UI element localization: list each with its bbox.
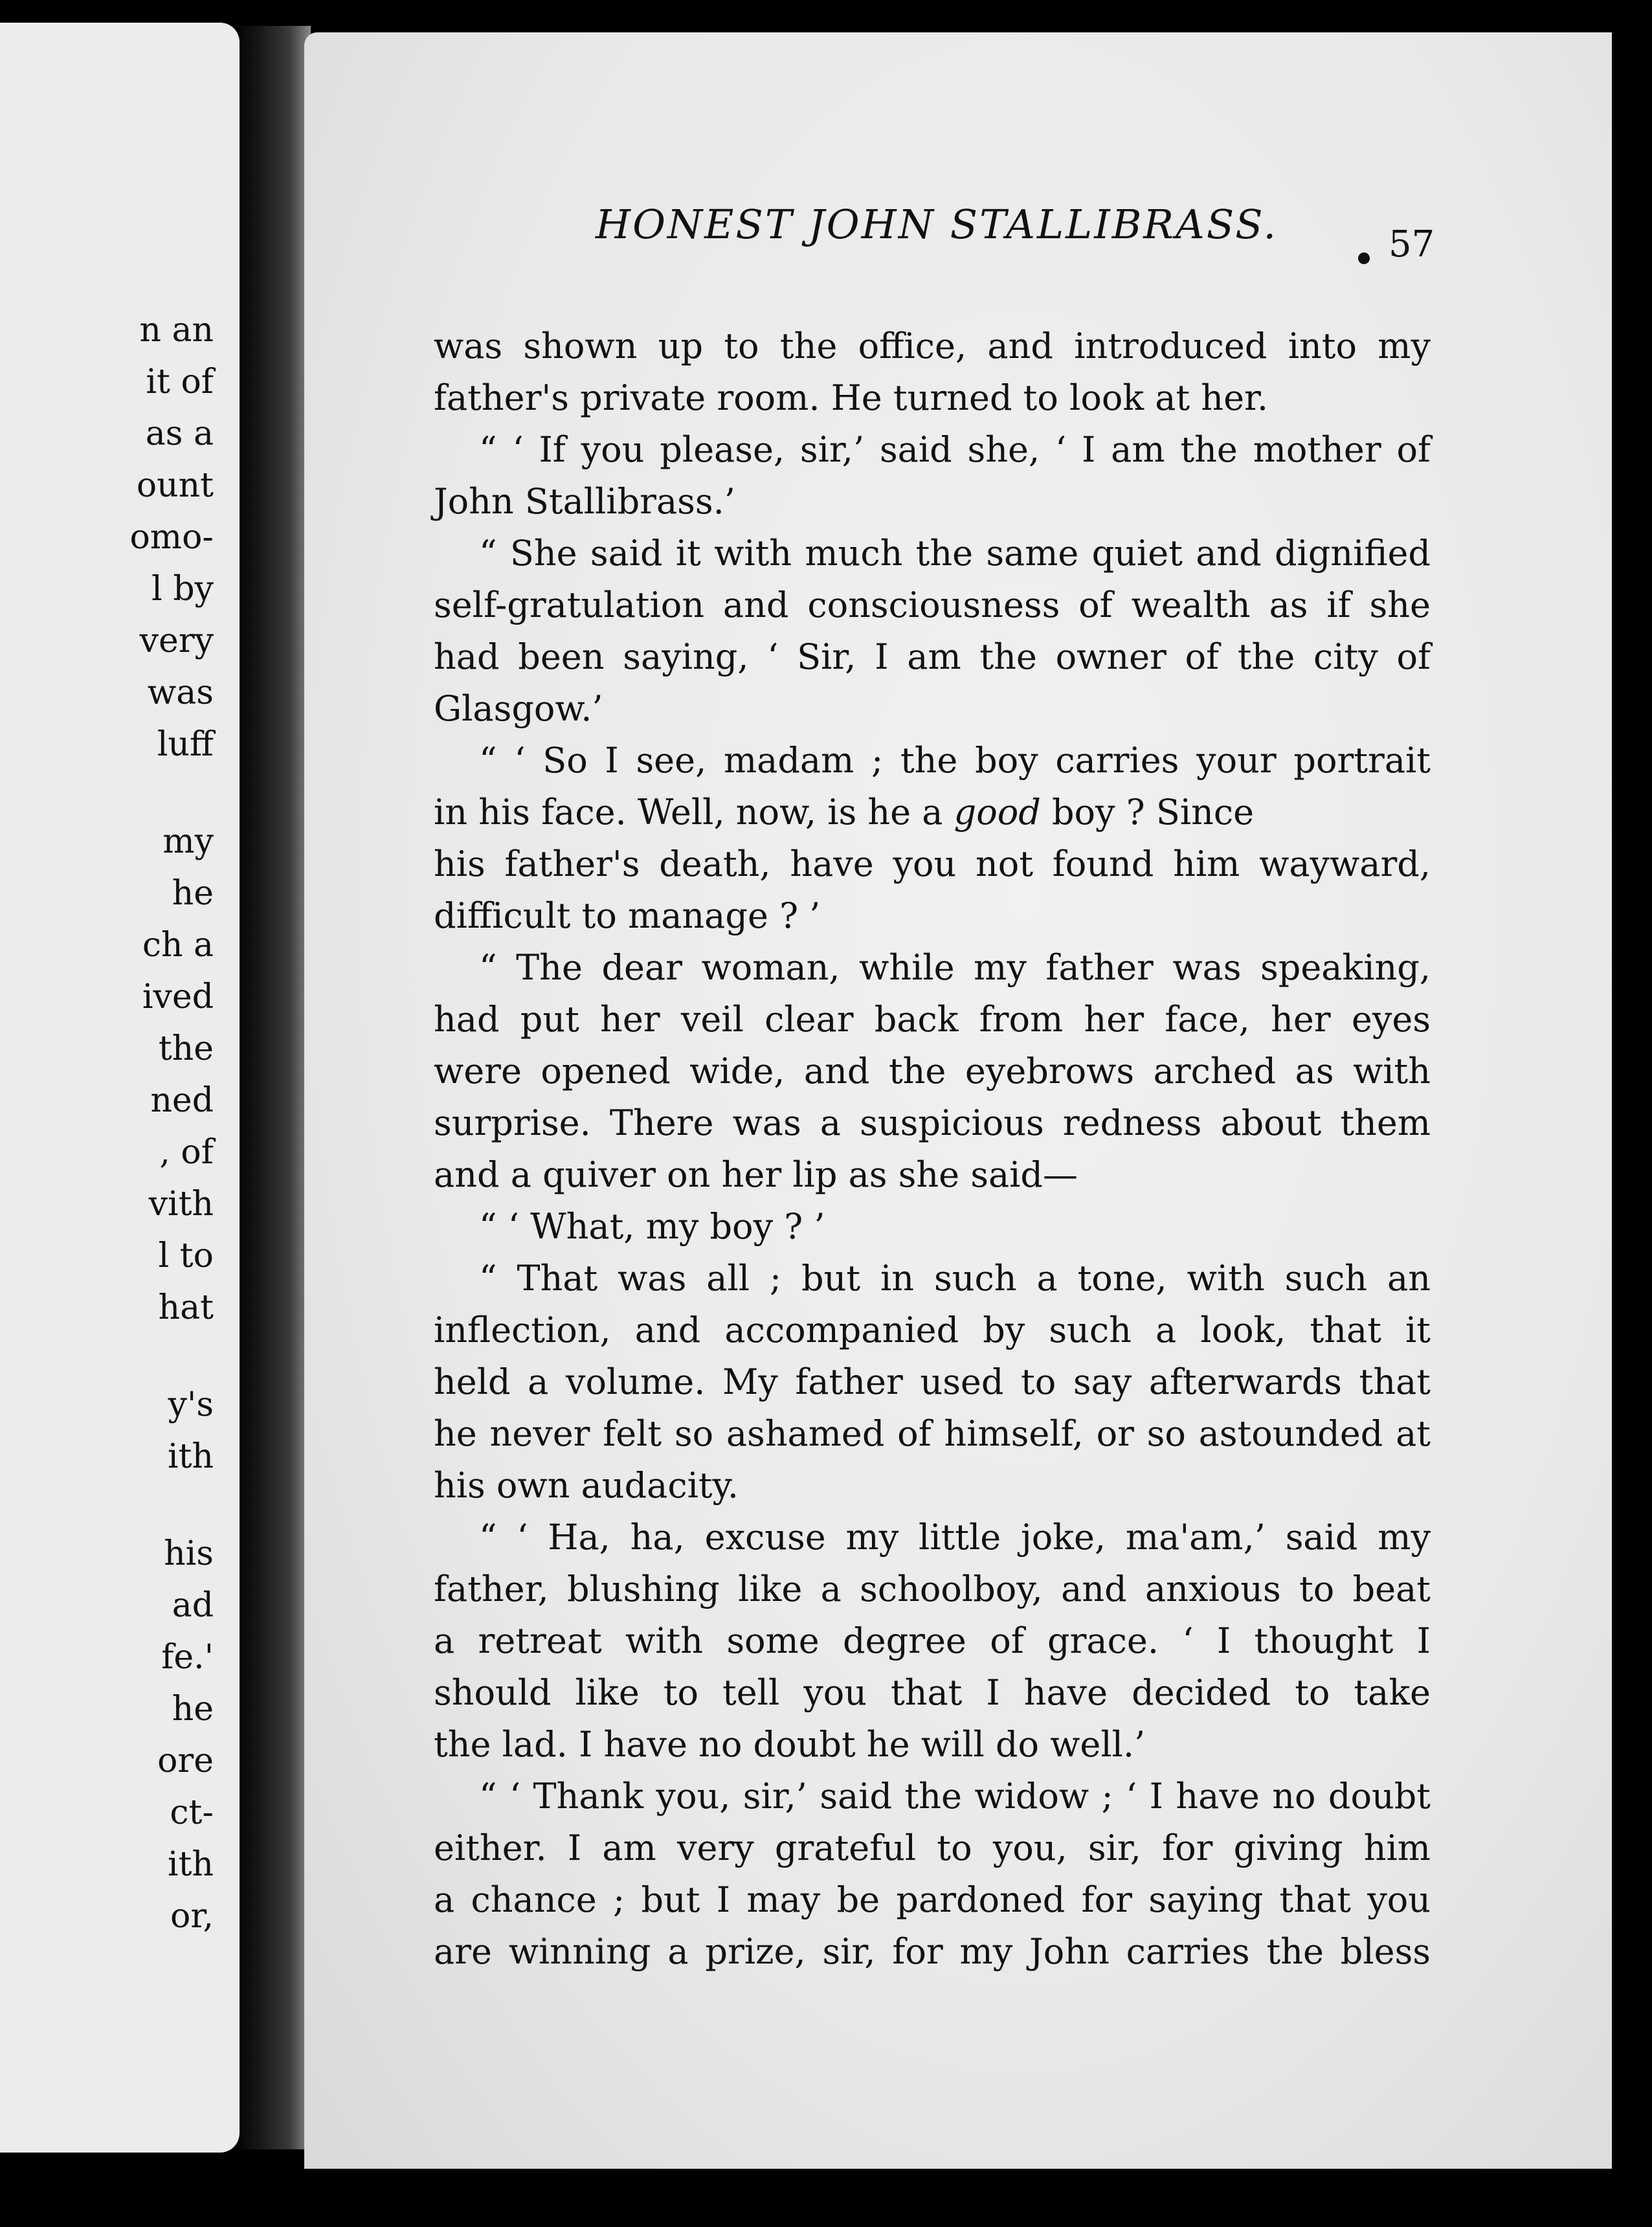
text-line: “ ‘ If you please, sir,’ said she, ‘ I am the mother of (479, 429, 1431, 470)
text-line: had been saying, ‘ Sir, I am the owner of the city of (434, 636, 1431, 677)
text-line: “ ‘ What, my boy ? ’ (479, 1206, 825, 1247)
text-line: a chance ; but I may be pardoned for saying that you (434, 1879, 1431, 1920)
text-line: “ That was all ; but in such a tone, with such an (479, 1258, 1431, 1299)
fragment-line: ith (167, 1845, 214, 1884)
fragment-line: or, (170, 1897, 214, 1936)
fragment-line: as a (145, 414, 214, 453)
fragment-line: ad (172, 1586, 214, 1625)
facing-page-left (0, 23, 240, 2153)
fragment-line: it of (146, 363, 214, 401)
fragment-line: vith (148, 1185, 214, 1224)
fragment-line: omo- (129, 518, 214, 557)
fragment-line: , of (159, 1133, 214, 1172)
text-line: was shown up to the office, and introduced into my (434, 326, 1431, 366)
text-line (434, 787, 1431, 838)
text-line: a retreat with some degree of grace. ‘ I thought I (434, 1620, 1431, 1661)
fragment-line: ct- (170, 1793, 214, 1832)
text-line: the lad. I have no doubt he will do well.’ (434, 1724, 1146, 1765)
fragment-line: l by (151, 570, 214, 609)
ink-dot (1358, 252, 1370, 264)
text-segment: in his face. Well, now, is he a (434, 792, 943, 833)
text-line: difficult to manage ? ’ (434, 895, 821, 936)
fragment-line: luff (157, 725, 214, 764)
text-line: he never felt so ashamed of himself, or so astounded at (434, 1413, 1431, 1454)
book-spine-gutter (240, 26, 311, 2149)
fragment-line: n an (139, 311, 214, 350)
fragment-line: the (158, 1029, 214, 1068)
text-line: his father's death, have you not found him wayward, (434, 844, 1431, 884)
running-head: HONEST JOHN STALLIBRASS. (596, 201, 1278, 248)
fragment-line: fe.' (161, 1638, 214, 1677)
text-line: had put her veil clear back from her face, her eyes (434, 999, 1431, 1040)
text-line: “ She said it with much the same quiet and dignified (479, 533, 1431, 574)
text-line: self-gratulation and consciousness of wealth as if she (434, 585, 1431, 625)
text-line: inflection, and accompanied by such a look, that it (434, 1310, 1431, 1350)
italic-word: good (954, 792, 1041, 833)
fragment-line: hat (158, 1288, 214, 1327)
page-number: 57 (1389, 223, 1435, 265)
text-line: should like to tell you that I have decided to take (434, 1672, 1431, 1713)
text-line: surprise. There was a suspicious redness about them (434, 1102, 1431, 1143)
fragment-line: was (147, 673, 214, 712)
fragment-line: he (172, 1690, 214, 1729)
text-line: are winning a prize, sir, for my John carries the bless (434, 1931, 1431, 1972)
fragment-line: he (172, 874, 214, 913)
text-line: John Stallibrass.’ (434, 481, 735, 522)
text-line: were opened wide, and the eyebrows arched as with (434, 1051, 1431, 1091)
text-line: “ ‘ So I see, madam ; the boy carries your portrait (479, 740, 1431, 781)
text-line: either. I am very grateful to you, sir, for giving him (434, 1828, 1431, 1868)
fragment-line: his (164, 1534, 214, 1573)
text-line: and a quiver on her lip as she said— (434, 1154, 1078, 1195)
text-line: father, blushing like a schoolboy, and anxious to beat (434, 1569, 1431, 1609)
text-line: Glasgow.’ (434, 688, 603, 729)
fragment-line: l to (158, 1237, 214, 1275)
fragment-line: ith (167, 1437, 214, 1476)
text-line: “ The dear woman, while my father was speaking, (479, 947, 1431, 988)
fragment-line: my (162, 822, 214, 861)
text-line: held a volume. My father used to say afterwards that (434, 1361, 1431, 1402)
text-segment: boy ? Since (1051, 792, 1255, 833)
text-line: his own audacity. (434, 1465, 739, 1506)
fragment-line: very (139, 621, 214, 660)
text-line: “ ‘ Thank you, sir,’ said the widow ; ‘ I have no doubt (479, 1776, 1431, 1817)
fragment-line: ned (150, 1081, 214, 1120)
fragment-line: y's (168, 1385, 214, 1424)
page-57 (304, 32, 1612, 2169)
text-line: “ ‘ Ha, ha, excuse my little joke, ma'am,’ said my (479, 1517, 1431, 1558)
fragment-line: ch a (142, 926, 214, 965)
fragment-line: ore (157, 1741, 214, 1780)
fragment-line: ived (142, 978, 214, 1016)
text-line: father's private room. He turned to look at her. (434, 377, 1269, 418)
fragment-line: ount (136, 466, 214, 505)
